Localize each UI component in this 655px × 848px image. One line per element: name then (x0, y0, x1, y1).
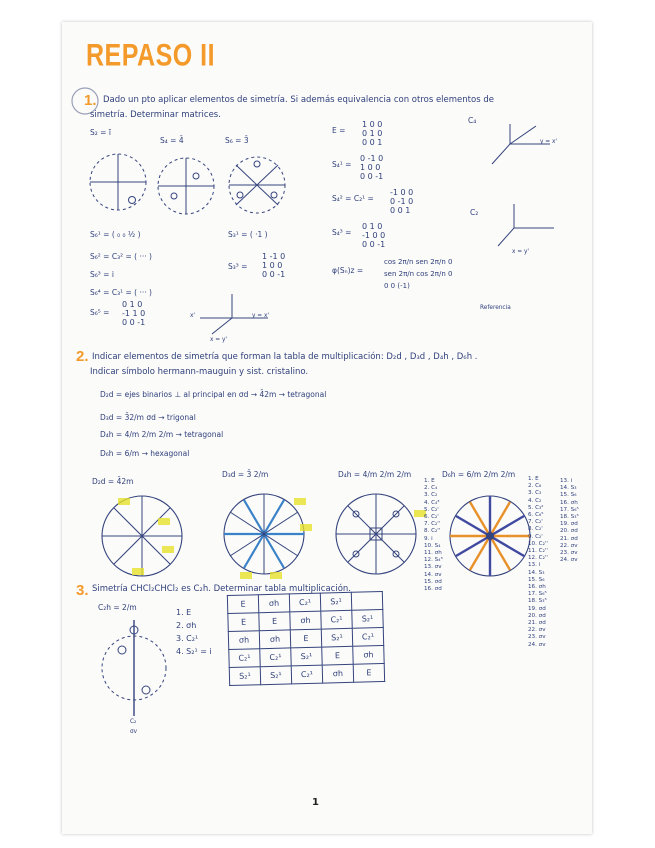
question-1-text-line2: simetría. Determinar matrices. (90, 110, 221, 120)
d4h-diagram-title: D₄h = 4/m 2/m 2/m (338, 470, 412, 479)
q2-item-d4h: D₄h = 4/m 2/m 2/m → tetragonal (100, 430, 224, 439)
label-s4-1: S₄¹ = (332, 160, 352, 169)
label-s2: S₂ = ī (90, 128, 111, 137)
matrix-s3-3: 1 -1 0 1 0 0 0 0 -1 (262, 252, 286, 279)
q2-item-d3d: D₃d = 3̄2/m σd → trigonal (100, 413, 196, 422)
q2-item-d6h: D₆h = 6/m → hexagonal (100, 449, 190, 458)
question-3-text: Simetría CHCl₂CHCl₂ es C₂h. Determinar tabla multiplicación. (92, 584, 351, 594)
table-header-cell: C₂¹ (289, 593, 320, 612)
q2-item-d2d: D₂d = ejes binarios ⊥ al principal en σd → 4̄2m → tetragonal (100, 390, 327, 399)
question-2-text-line2: Indicar símbolo hermann-mauguin y sist. cristalino. (90, 367, 309, 377)
c4-axis-y: y = x' (540, 139, 557, 145)
s6-stereogram (222, 150, 294, 222)
d6h-diagram-title: D₆h = 6/m 2/m 2/m (442, 470, 516, 479)
axis-xy-label: x = y' (210, 337, 227, 343)
question-1-number: 1. (84, 92, 97, 109)
s2-stereogram (84, 148, 154, 218)
label-s6-2: S₆² = C₃² = ( ··· ) (90, 252, 152, 261)
label-s6-1: S₆¹ = ( ₀ ₀ ½ ) (90, 230, 141, 239)
d2d-diagram-title: D₂d = 4̄2m (92, 477, 134, 486)
page-number: 1 (312, 797, 319, 808)
question-2-text-line1: Indicar elementos de simetría que forman la tabla de multiplicación: D₂d , D₃d , D₄h , D₆h . (92, 352, 478, 362)
question-3-number: 3. (76, 582, 89, 599)
label-e-matrix: E = (332, 126, 346, 135)
c4-label: C₄ (468, 116, 477, 125)
label-s6-5: S₆⁵ = (90, 308, 110, 317)
c2-axis-x: x = y' (512, 249, 529, 255)
matrix-s4-1: 0 -1 0 1 0 0 0 0 -1 (360, 154, 384, 181)
label-s3-1: S₃¹ = ( ·1 ) (228, 230, 268, 239)
d2d-stereogram (88, 488, 198, 588)
d6h-element-list: 1. E 2. C₆ 3. C₃ 4. C₂ 5. C₃² 6. C₆⁵ 7. C₂' 8. C₂' 9. C₂' 10. C₂'' 11. C₂'' 12. C₂'' 13. i 14. S₃ 15. S₆ 16. σh 17. S₆⁵ 18. S₃⁵ 19. σd 20. σd 21. σd 22. σv 23. σv 24. σv (528, 476, 548, 648)
referencia-label: Referencia (480, 305, 511, 311)
c2h-element-list: 1. E 2. σh 3. C₂¹ 4. S₂¹ = i (176, 608, 212, 656)
table-row: σh σh E S₂¹ C₂¹ (228, 627, 383, 649)
question-2-number: 2. (76, 348, 89, 365)
c2-label: C₂ (470, 208, 479, 217)
question-1-text-line1: Dado un pto aplicar elementos de simetría. Si además equivalencia con otros elementos de (103, 95, 494, 105)
axis-x-prime-label: x' (190, 313, 196, 319)
d3d-stereogram (210, 484, 320, 584)
sigma-v-axis-label: σv (130, 729, 138, 735)
table-row: S₂¹ S₂¹ C₂¹ σh E (229, 663, 384, 685)
table-row: C₂¹ C₂¹ S₂¹ E σh (229, 645, 384, 667)
label-s6-4: S₆⁴ = C₃¹ = ( ··· ) (90, 288, 152, 297)
d6h-element-list-b: 13. i 14. S₃ 15. S₆ 16. σh 17. S₆⁵ 18. S₃⁵ 19. σd 20. σd 21. σd 22. σv 23. σv 24. σv (560, 478, 579, 564)
s4-stereogram (152, 152, 222, 222)
label-s4: S₄ = 4̄ (160, 136, 184, 145)
matrix-s4-2: -1 0 0 0 -1 0 0 0 1 (390, 188, 414, 215)
multiplication-table (227, 591, 385, 686)
matrix-s5: 0 1 0 -1 1 0 0 0 -1 (122, 300, 146, 327)
label-s6: S₆ = 3̄ (225, 136, 249, 145)
label-phi: φ(Sₙ)z = (332, 266, 364, 275)
table-row: E E σh C₂¹ S₂¹ (228, 609, 383, 631)
c2-axis-label: C₂ (130, 719, 137, 725)
d3d-diagram-title: D₃d = 3̄ 2/m (222, 470, 269, 479)
label-s6-3: S₆³ = i (90, 270, 114, 279)
label-s3-3: S₃³ = (228, 262, 248, 271)
d4h-stereogram (322, 484, 432, 584)
table-header-cell: S₂¹ (320, 592, 351, 611)
axis-y-label: y = x' (252, 313, 269, 319)
matrix-phi: cos 2π/n sen 2π/n 0 sen 2π/n cos 2π/n 0 0 0 (-1) (384, 258, 453, 290)
page-title: REPASO II (86, 38, 216, 73)
c2h-label: C₂h = 2/m (98, 603, 137, 612)
c2-axes (490, 198, 570, 258)
table-header-cell (351, 591, 382, 610)
table-header-cell: E (227, 595, 258, 614)
d4h-element-list: 1. E 2. C₄ 3. C₂ 4. C₄³ 5. C₂' 6. C₂' 7. C₂'' 8. C₂'' 9. i 10. S₄ 11. σh 12. S₄³ 13. σv 14. σv 15. σd 16. σd (424, 478, 443, 593)
c4-axes (480, 118, 560, 178)
label-s4-2: S₄² = C₂¹ = (332, 194, 374, 203)
matrix-e: 1 0 0 0 1 0 0 0 1 (362, 120, 383, 147)
c2h-stereogram (94, 612, 174, 722)
matrix-s4-3: 0 1 0 -1 0 0 0 0 -1 (362, 222, 386, 249)
table-header-cell: σh (258, 594, 289, 613)
label-s4-3: S₄³ = (332, 228, 352, 237)
